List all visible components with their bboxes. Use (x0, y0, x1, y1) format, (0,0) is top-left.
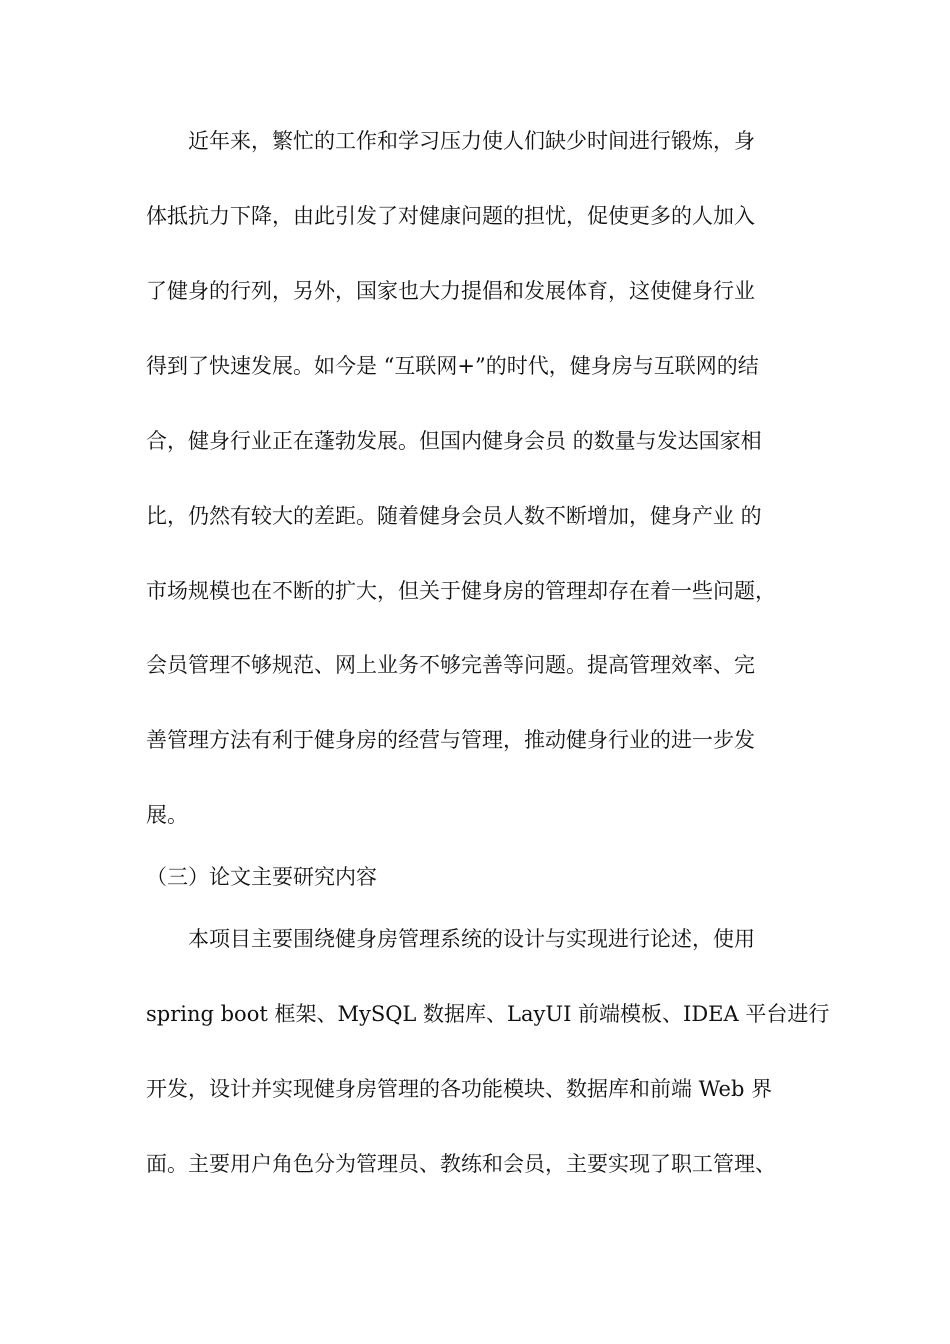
paragraph1-line-9: 善管理方法有利于健身房的经营与管理，推动健身行业的进一步发 (146, 728, 755, 752)
paragraph2-line-3: 开发，设计并实现健身房管理的各功能模块、数据库和前端 Web 界 (146, 1077, 773, 1101)
paragraph1-line-10: 展。 (146, 803, 188, 827)
paragraph1-line-6: 比，仍然有较大的差距。随着健身会员人数不断增加，健身产业 的 (146, 504, 762, 528)
paragraph2-line-1: 本项目主要围绕健身房管理系统的设计与实现进行论述，使用 (188, 927, 755, 951)
paragraph1-line-3: 了健身的行列，另外，国家也大力提倡和发展体育，这使健身行业 (146, 279, 755, 303)
paragraph1-line-4: 得到了快速发展。如今是 “互联网+”的时代，健身房与互联网的结 (146, 354, 759, 378)
paragraph1-line-2: 体抵抗力下降，由此引发了对健康问题的担忧，促使更多的人加入 (146, 204, 755, 228)
paragraph1-line-5: 合，健身行业正在蓬勃发展。但国内健身会员 的数量与发达国家相 (146, 429, 762, 453)
paragraph1-line-7: 市场规模也在不断的扩大，但关于健身房的管理却存在着一些问题， (146, 579, 776, 603)
paragraph2-line-4: 面。主要用户角色分为管理员、教练和会员，主要实现了职工管理、 (146, 1152, 776, 1176)
section-heading: （三）论文主要研究内容 (146, 865, 377, 889)
paragraph1-line-8: 会员管理不够规范、网上业务不够完善等问题。提高管理效率、完 (146, 653, 755, 677)
paragraph2-line-2: spring boot 框架、MySQL 数据库、LayUI 前端模板、IDEA 平台进行 (146, 1002, 830, 1026)
paragraph1-line-1: 近年来，繁忙的工作和学习压力使人们缺少时间进行锻炼，身 (188, 129, 755, 153)
